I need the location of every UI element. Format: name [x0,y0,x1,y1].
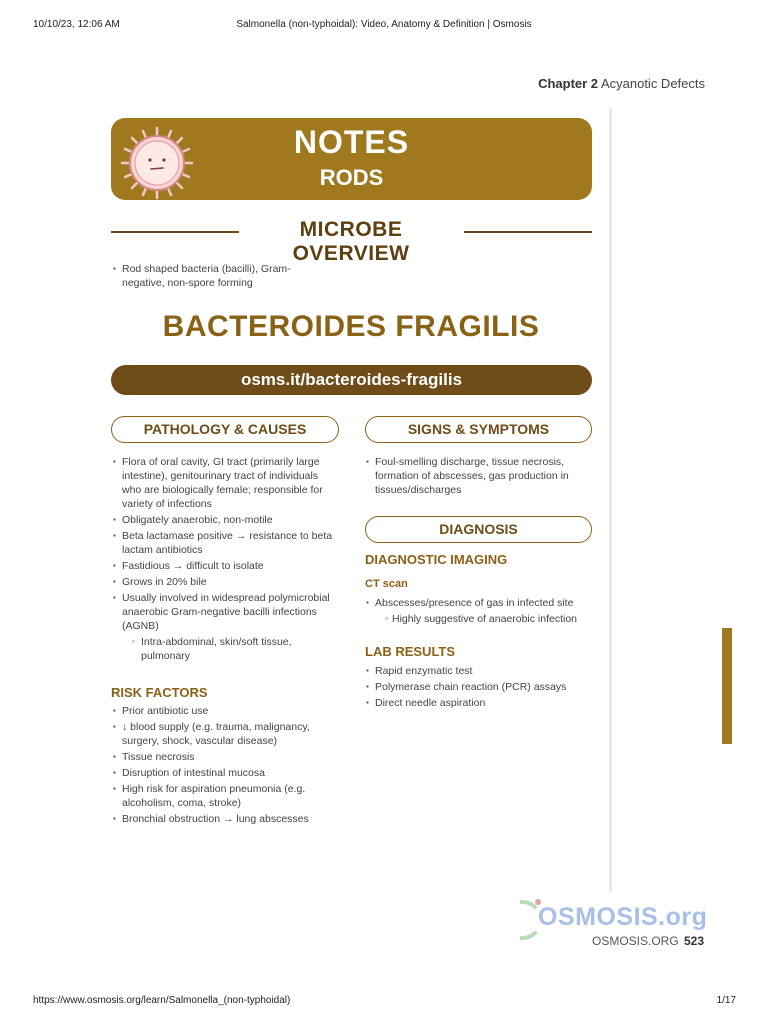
list-item: ▪ Beta lactamase positive → resistance to beta lactam antibiotics [113,529,339,557]
print-page-count: 1/17 [716,995,736,1006]
list-item: ▪ Polymerase chain reaction (PCR) assays [366,680,592,694]
banner-title: NOTES [293,124,410,160]
list-item: ▪ ↓ blood supply (e.g. trauma, malignancy, surgery, shock, vascular disease) [113,720,339,748]
overview-list [113,262,313,292]
list-item: ▪ Prior antibiotic use [113,704,339,718]
margin-rule [609,108,612,892]
pathology-list [113,455,339,665]
list-item: ▪ Disruption of intestinal mucosa [113,766,339,780]
list-item: ▪ Rod shaped bacteria (bacilli), Gram-negative, non-spore forming [113,262,313,290]
pathology-heading: PATHOLOGY & CAUSES [111,416,339,443]
page-number: 523 [684,934,705,948]
list-item: ▪ Obligately anaerobic, non-motile [113,513,339,527]
ct-scan-heading: CT scan [365,578,408,590]
overview-heading: MICROBE OVERVIEW [292,218,410,265]
lab-results-list [366,664,592,712]
list-item: ▪ Abscesses/presence of gas in infected site [366,596,592,610]
chapter-name: Acyanotic Defects [600,76,705,91]
overview-rule-right [464,231,592,233]
chapter-heading [538,76,705,91]
print-url[interactable]: https://www.osmosis.org/learn/Salmonella_(non-typhoidal) [33,995,291,1006]
list-subitem: ▫ Highly suggestive of anaerobic infection [366,612,592,626]
signs-list [366,455,590,499]
microbe-mascot-icon [118,124,196,202]
risk-factors-list [113,704,339,828]
signs-heading: SIGNS & SYMPTOMS [365,416,592,443]
list-item: ▪ Direct needle aspiration [366,696,592,710]
list-item: ▪ Fastidious → difficult to isolate [113,559,339,573]
list-subitem: ▫ Intra-abdominal, skin/soft tissue, pulmonary [113,635,339,663]
list-item: ▪ Bronchial obstruction → lung abscesses [113,812,339,826]
chapter-side-tab [722,628,732,744]
diagnostic-imaging-heading: DIAGNOSTIC IMAGING [365,552,508,567]
chapter-label: Chapter 2 [538,76,599,91]
list-item: ▪ Usually involved in widespread polymicrobial anaerobic Gram-negative bacilli infections (AGNB) [113,591,339,633]
print-datetime: 10/10/23, 12:06 AM [33,19,120,30]
risk-factors-heading: RISK FACTORS [111,685,208,700]
print-page-title: Salmonella (non-typhoidal): Video, Anatomy & Definition | Osmosis [236,19,532,30]
ct-scan-list [366,596,592,628]
diagnosis-heading: DIAGNOSIS [365,516,592,543]
banner-subtitle: RODS [319,165,384,190]
organism-link[interactable]: osms.it/bacteroides-fragilis [111,365,592,395]
footer-brand: OSMOSIS.ORG [592,934,679,948]
list-item: ▪ Foul-smelling discharge, tissue necrosis, formation of abscesses, gas production in tissues/discharges [366,455,590,497]
list-item: ▪ Tissue necrosis [113,750,339,764]
list-item: ▪ High risk for aspiration pneumonia (e.g. alcoholism, coma, stroke) [113,782,339,810]
osmosis-logo-text: OSMOSIS.org [538,903,708,931]
list-item: ▪ Grows in 20% bile [113,575,339,589]
list-item: ▪ Flora of oral cavity, GI tract (primarily large intestine), genitourinary tract of individuals who are biologically female; responsible for variety of infections [113,455,339,511]
list-item: ▪ Rapid enzymatic test [366,664,592,678]
overview-rule-left [111,231,239,233]
organism-title: BACTEROIDES FRAGILIS [162,310,540,343]
lab-results-heading: LAB RESULTS [365,644,456,659]
